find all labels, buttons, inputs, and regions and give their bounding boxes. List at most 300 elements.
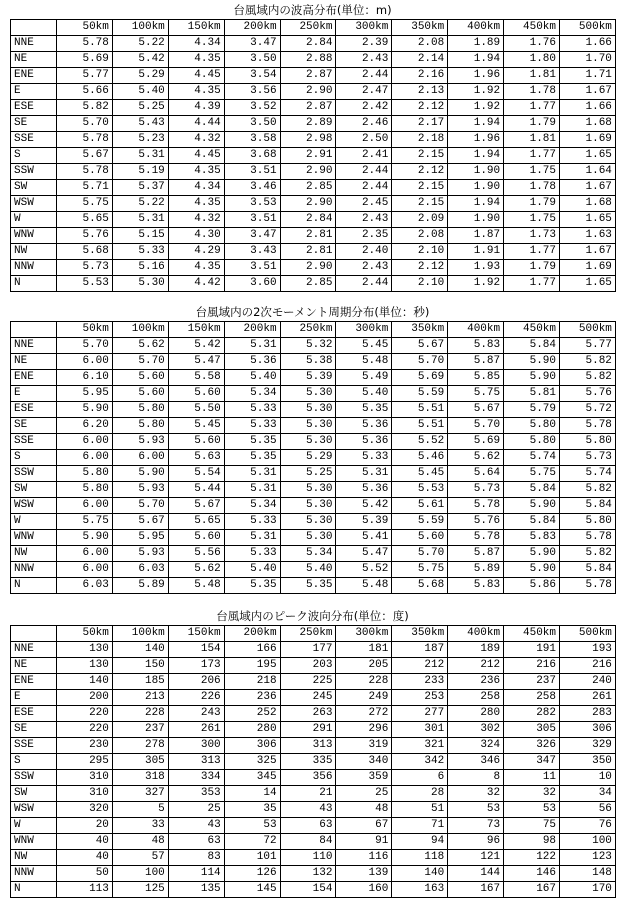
value-cell: 5.69 xyxy=(448,434,504,450)
value-cell: 5.60 xyxy=(168,530,224,546)
value-cell: 1.93 xyxy=(448,260,504,276)
value-cell: 5.76 xyxy=(560,386,616,402)
value-cell: 3.50 xyxy=(224,116,280,132)
value-cell: 5.80 xyxy=(504,434,560,450)
value-cell: 5.31 xyxy=(224,338,280,354)
value-cell: 5.53 xyxy=(57,276,113,292)
direction-label: SSE xyxy=(11,434,57,450)
value-cell: 5.15 xyxy=(112,228,168,244)
value-cell: 228 xyxy=(336,674,392,690)
value-cell: 1.66 xyxy=(560,36,616,52)
value-cell: 5.93 xyxy=(112,434,168,450)
value-cell: 5.90 xyxy=(504,370,560,386)
value-cell: 5.53 xyxy=(392,482,448,498)
value-cell: 1.92 xyxy=(448,84,504,100)
value-cell: 2.81 xyxy=(280,228,336,244)
value-cell: 356 xyxy=(280,770,336,786)
value-cell: 5.77 xyxy=(57,68,113,84)
value-cell: 5.78 xyxy=(560,530,616,546)
value-cell: 130 xyxy=(57,658,113,674)
value-cell: 48 xyxy=(112,834,168,850)
value-cell: 5.78 xyxy=(57,164,113,180)
direction-label: WSW xyxy=(11,196,57,212)
value-cell: 335 xyxy=(280,754,336,770)
direction-label: ENE xyxy=(11,674,57,690)
table-row xyxy=(11,674,616,690)
value-cell: 228 xyxy=(112,706,168,722)
column-header: 450km xyxy=(504,20,560,36)
table-row xyxy=(11,882,616,898)
value-cell: 5.84 xyxy=(560,562,616,578)
value-cell: 329 xyxy=(560,738,616,754)
value-cell: 5.29 xyxy=(112,68,168,84)
value-cell: 326 xyxy=(504,738,560,754)
value-cell: 243 xyxy=(168,706,224,722)
value-cell: 1.77 xyxy=(504,148,560,164)
value-cell: 140 xyxy=(392,866,448,882)
value-cell: 1.90 xyxy=(448,180,504,196)
direction-label: ENE xyxy=(11,370,57,386)
value-cell: 3.52 xyxy=(224,100,280,116)
value-cell: 5.48 xyxy=(336,354,392,370)
table-row xyxy=(11,418,616,434)
value-cell: 2.35 xyxy=(336,228,392,244)
value-cell: 3.50 xyxy=(224,52,280,68)
table-row xyxy=(11,770,616,786)
direction-label: NE xyxy=(11,52,57,68)
value-cell: 2.12 xyxy=(392,260,448,276)
value-cell: 5.40 xyxy=(224,370,280,386)
wave-direction-section xyxy=(10,608,615,898)
value-cell: 346 xyxy=(448,754,504,770)
value-cell: 185 xyxy=(112,674,168,690)
value-cell: 5.64 xyxy=(448,466,504,482)
value-cell: 40 xyxy=(57,850,113,866)
value-cell: 3.58 xyxy=(224,132,280,148)
value-cell: 5.63 xyxy=(168,450,224,466)
value-cell: 63 xyxy=(280,818,336,834)
value-cell: 2.15 xyxy=(392,180,448,196)
value-cell: 240 xyxy=(560,674,616,690)
column-header: 500km xyxy=(560,20,616,36)
value-cell: 154 xyxy=(168,642,224,658)
column-header: 450km xyxy=(504,626,560,642)
column-header: 350km xyxy=(392,20,448,36)
value-cell: 6.03 xyxy=(112,562,168,578)
value-cell: 5.37 xyxy=(112,180,168,196)
value-cell: 2.43 xyxy=(336,52,392,68)
table-row xyxy=(11,402,616,418)
value-cell: 5.40 xyxy=(224,562,280,578)
column-header: 200km xyxy=(224,626,280,642)
value-cell: 5.89 xyxy=(448,562,504,578)
direction-label: NNW xyxy=(11,260,57,276)
value-cell: 1.89 xyxy=(448,36,504,52)
value-cell: 203 xyxy=(280,658,336,674)
value-cell: 5.90 xyxy=(504,354,560,370)
value-cell: 213 xyxy=(112,690,168,706)
value-cell: 5.70 xyxy=(112,354,168,370)
column-header: 100km xyxy=(112,626,168,642)
value-cell: 325 xyxy=(224,754,280,770)
value-cell: 5.90 xyxy=(112,466,168,482)
value-cell: 139 xyxy=(336,866,392,882)
value-cell: 32 xyxy=(504,786,560,802)
value-cell: 305 xyxy=(504,722,560,738)
column-header: 350km xyxy=(392,322,448,338)
value-cell: 4.39 xyxy=(168,100,224,116)
value-cell: 121 xyxy=(448,850,504,866)
value-cell: 5.25 xyxy=(280,466,336,482)
value-cell: 1.81 xyxy=(504,132,560,148)
value-cell: 5.36 xyxy=(336,482,392,498)
direction-label: SW xyxy=(11,786,57,802)
value-cell: 4.35 xyxy=(168,164,224,180)
value-cell: 1.63 xyxy=(560,228,616,244)
column-header: 200km xyxy=(224,20,280,36)
value-cell: 135 xyxy=(168,882,224,898)
table-row xyxy=(11,642,616,658)
value-cell: 345 xyxy=(224,770,280,786)
value-cell: 73 xyxy=(448,818,504,834)
value-cell: 2.44 xyxy=(336,68,392,84)
value-cell: 5.67 xyxy=(168,498,224,514)
direction-label: W xyxy=(11,818,57,834)
value-cell: 1.67 xyxy=(560,180,616,196)
column-header: 400km xyxy=(448,322,504,338)
value-cell: 5.70 xyxy=(57,338,113,354)
value-cell: 1.65 xyxy=(560,212,616,228)
value-cell: 5.47 xyxy=(336,546,392,562)
value-cell: 5.45 xyxy=(392,466,448,482)
value-cell: 2.47 xyxy=(336,84,392,100)
value-cell: 5.30 xyxy=(280,434,336,450)
column-header: 250km xyxy=(280,322,336,338)
value-cell: 53 xyxy=(504,802,560,818)
value-cell: 14 xyxy=(224,786,280,802)
value-cell: 324 xyxy=(448,738,504,754)
value-cell: 1.81 xyxy=(504,68,560,84)
value-cell: 5.32 xyxy=(280,338,336,354)
value-cell: 2.90 xyxy=(280,196,336,212)
value-cell: 71 xyxy=(392,818,448,834)
value-cell: 5.16 xyxy=(112,260,168,276)
value-cell: 263 xyxy=(280,706,336,722)
value-cell: 43 xyxy=(168,818,224,834)
value-cell: 4.30 xyxy=(168,228,224,244)
value-cell: 84 xyxy=(280,834,336,850)
direction-label: WNW xyxy=(11,834,57,850)
value-cell: 280 xyxy=(448,706,504,722)
value-cell: 2.87 xyxy=(280,100,336,116)
value-cell: 5.84 xyxy=(504,338,560,354)
value-cell: 5.58 xyxy=(168,370,224,386)
direction-label: NNE xyxy=(11,36,57,52)
value-cell: 5.70 xyxy=(448,418,504,434)
table-row xyxy=(11,786,616,802)
value-cell: 5.49 xyxy=(336,370,392,386)
value-cell: 56 xyxy=(560,802,616,818)
value-cell: 4.44 xyxy=(168,116,224,132)
value-cell: 1.65 xyxy=(560,276,616,292)
value-cell: 230 xyxy=(57,738,113,754)
value-cell: 100 xyxy=(560,834,616,850)
value-cell: 4.29 xyxy=(168,244,224,260)
table-row xyxy=(11,802,616,818)
wave-period-title: 台風域内の2次モーメント周期分布(単位：秒) xyxy=(195,305,430,319)
table-row xyxy=(11,180,616,196)
value-cell: 1.77 xyxy=(504,244,560,260)
value-cell: 291 xyxy=(280,722,336,738)
value-cell: 1.70 xyxy=(560,52,616,68)
direction-label: NE xyxy=(11,658,57,674)
table-row xyxy=(11,52,616,68)
value-cell: 1.71 xyxy=(560,68,616,84)
direction-label: NNW xyxy=(11,562,57,578)
column-header: 450km xyxy=(504,322,560,338)
direction-label: SSE xyxy=(11,738,57,754)
table-row xyxy=(11,260,616,276)
table-row xyxy=(11,754,616,770)
value-cell: 313 xyxy=(280,738,336,754)
value-cell: 5.44 xyxy=(168,482,224,498)
value-cell: 2.43 xyxy=(336,260,392,276)
value-cell: 2.39 xyxy=(336,36,392,52)
value-cell: 5.29 xyxy=(280,450,336,466)
table-row xyxy=(11,354,616,370)
value-cell: 96 xyxy=(448,834,504,850)
value-cell: 5.30 xyxy=(280,498,336,514)
value-cell: 5.68 xyxy=(57,244,113,260)
value-cell: 2.45 xyxy=(336,196,392,212)
wave-direction-title: 台風域内のピーク波向分布(単位：度) xyxy=(216,609,409,623)
value-cell: 5.83 xyxy=(448,578,504,594)
wave-direction-table xyxy=(10,625,616,898)
value-cell: 5.56 xyxy=(168,546,224,562)
value-cell: 205 xyxy=(336,658,392,674)
direction-label: ESE xyxy=(11,100,57,116)
value-cell: 5.82 xyxy=(57,100,113,116)
value-cell: 5.30 xyxy=(280,514,336,530)
value-cell: 1.77 xyxy=(504,276,560,292)
value-cell: 57 xyxy=(112,850,168,866)
value-cell: 2.12 xyxy=(392,100,448,116)
value-cell: 67 xyxy=(336,818,392,834)
column-header: 100km xyxy=(112,322,168,338)
value-cell: 4.42 xyxy=(168,276,224,292)
value-cell: 5.35 xyxy=(336,402,392,418)
value-cell: 5.80 xyxy=(57,466,113,482)
table-row xyxy=(11,196,616,212)
column-header: 250km xyxy=(280,626,336,642)
value-cell: 5.90 xyxy=(57,530,113,546)
value-cell: 5.30 xyxy=(280,530,336,546)
value-cell: 98 xyxy=(504,834,560,850)
value-cell: 5.80 xyxy=(504,418,560,434)
value-cell: 5.78 xyxy=(560,578,616,594)
value-cell: 2.91 xyxy=(280,148,336,164)
value-cell: 43 xyxy=(280,802,336,818)
value-cell: 53 xyxy=(224,818,280,834)
value-cell: 5.60 xyxy=(392,530,448,546)
value-cell: 140 xyxy=(57,674,113,690)
value-cell: 5.34 xyxy=(280,546,336,562)
value-cell: 5.60 xyxy=(168,434,224,450)
table-row xyxy=(11,370,616,386)
value-cell: 5.80 xyxy=(112,402,168,418)
header-corner-cell xyxy=(11,20,57,36)
value-cell: 5.74 xyxy=(560,466,616,482)
value-cell: 340 xyxy=(336,754,392,770)
value-cell: 25 xyxy=(168,802,224,818)
direction-label: W xyxy=(11,212,57,228)
value-cell: 5.68 xyxy=(392,578,448,594)
value-cell: 4.35 xyxy=(168,84,224,100)
value-cell: 5.31 xyxy=(224,466,280,482)
value-cell: 2.16 xyxy=(392,68,448,84)
value-cell: 342 xyxy=(392,754,448,770)
value-cell: 20 xyxy=(57,818,113,834)
value-cell: 94 xyxy=(392,834,448,850)
value-cell: 6.03 xyxy=(57,578,113,594)
direction-label: NNW xyxy=(11,866,57,882)
value-cell: 2.84 xyxy=(280,212,336,228)
value-cell: 319 xyxy=(336,738,392,754)
value-cell: 123 xyxy=(560,850,616,866)
value-cell: 5.67 xyxy=(392,338,448,354)
table-row xyxy=(11,132,616,148)
value-cell: 2.85 xyxy=(280,180,336,196)
value-cell: 5.35 xyxy=(224,450,280,466)
value-cell: 280 xyxy=(224,722,280,738)
direction-label: NW xyxy=(11,244,57,260)
direction-label: N xyxy=(11,276,57,292)
value-cell: 5.70 xyxy=(392,354,448,370)
value-cell: 5.47 xyxy=(168,354,224,370)
value-cell: 1.94 xyxy=(448,52,504,68)
value-cell: 237 xyxy=(504,674,560,690)
value-cell: 5.70 xyxy=(392,546,448,562)
value-cell: 5.30 xyxy=(280,482,336,498)
value-cell: 283 xyxy=(560,706,616,722)
value-cell: 318 xyxy=(112,770,168,786)
value-cell: 5.83 xyxy=(448,338,504,354)
value-cell: 5.80 xyxy=(560,514,616,530)
value-cell: 5.30 xyxy=(280,386,336,402)
value-cell: 1.69 xyxy=(560,260,616,276)
direction-label: SSW xyxy=(11,466,57,482)
table-row xyxy=(11,100,616,116)
value-cell: 148 xyxy=(560,866,616,882)
value-cell: 5.73 xyxy=(560,450,616,466)
value-cell: 5.46 xyxy=(392,450,448,466)
value-cell: 5.82 xyxy=(560,482,616,498)
value-cell: 5.40 xyxy=(336,386,392,402)
value-cell: 1.75 xyxy=(504,212,560,228)
value-cell: 5.81 xyxy=(504,386,560,402)
value-cell: 1.90 xyxy=(448,164,504,180)
column-header: 300km xyxy=(336,322,392,338)
wave-period-section xyxy=(10,304,615,594)
value-cell: 5.34 xyxy=(224,386,280,402)
value-cell: 216 xyxy=(560,658,616,674)
value-cell: 1.92 xyxy=(448,276,504,292)
wave-height-section xyxy=(10,2,615,292)
direction-label: NNE xyxy=(11,338,57,354)
value-cell: 5.62 xyxy=(168,562,224,578)
value-cell: 5.40 xyxy=(112,84,168,100)
value-cell: 5.34 xyxy=(224,498,280,514)
column-header: 50km xyxy=(57,322,113,338)
value-cell: 5.69 xyxy=(57,52,113,68)
value-cell: 5.31 xyxy=(224,482,280,498)
value-cell: 2.44 xyxy=(336,180,392,196)
value-cell: 5.93 xyxy=(112,546,168,562)
value-cell: 327 xyxy=(112,786,168,802)
value-cell: 2.46 xyxy=(336,116,392,132)
value-cell: 51 xyxy=(392,802,448,818)
column-header: 150km xyxy=(168,626,224,642)
value-cell: 3.51 xyxy=(224,260,280,276)
value-cell: 353 xyxy=(168,786,224,802)
value-cell: 1.68 xyxy=(560,196,616,212)
direction-label: S xyxy=(11,754,57,770)
value-cell: 5.78 xyxy=(448,530,504,546)
value-cell: 216 xyxy=(504,658,560,674)
value-cell: 3.54 xyxy=(224,68,280,84)
value-cell: 5.62 xyxy=(112,338,168,354)
value-cell: 113 xyxy=(57,882,113,898)
value-cell: 1.73 xyxy=(504,228,560,244)
value-cell: 350 xyxy=(560,754,616,770)
value-cell: 6.00 xyxy=(57,354,113,370)
value-cell: 5.77 xyxy=(560,338,616,354)
direction-label: WNW xyxy=(11,228,57,244)
value-cell: 261 xyxy=(560,690,616,706)
value-cell: 1.79 xyxy=(504,116,560,132)
value-cell: 76 xyxy=(560,818,616,834)
value-cell: 2.90 xyxy=(280,260,336,276)
value-cell: 100 xyxy=(112,866,168,882)
value-cell: 5.75 xyxy=(57,196,113,212)
column-header: 350km xyxy=(392,626,448,642)
value-cell: 220 xyxy=(57,722,113,738)
table-row xyxy=(11,244,616,260)
value-cell: 177 xyxy=(280,642,336,658)
value-cell: 150 xyxy=(112,658,168,674)
value-cell: 220 xyxy=(57,706,113,722)
value-cell: 5.42 xyxy=(112,52,168,68)
table-row xyxy=(11,164,616,180)
value-cell: 2.14 xyxy=(392,52,448,68)
value-cell: 301 xyxy=(392,722,448,738)
value-cell: 5.84 xyxy=(504,514,560,530)
table-row xyxy=(11,498,616,514)
direction-label: SW xyxy=(11,482,57,498)
value-cell: 2.90 xyxy=(280,84,336,100)
value-cell: 5.80 xyxy=(57,482,113,498)
value-cell: 2.44 xyxy=(336,276,392,292)
table-row xyxy=(11,212,616,228)
value-cell: 5.22 xyxy=(112,36,168,52)
value-cell: 114 xyxy=(168,866,224,882)
value-cell: 146 xyxy=(504,866,560,882)
value-cell: 6.00 xyxy=(57,562,113,578)
value-cell: 6.00 xyxy=(57,434,113,450)
direction-label: NW xyxy=(11,546,57,562)
value-cell: 2.15 xyxy=(392,148,448,164)
value-cell: 2.12 xyxy=(392,164,448,180)
